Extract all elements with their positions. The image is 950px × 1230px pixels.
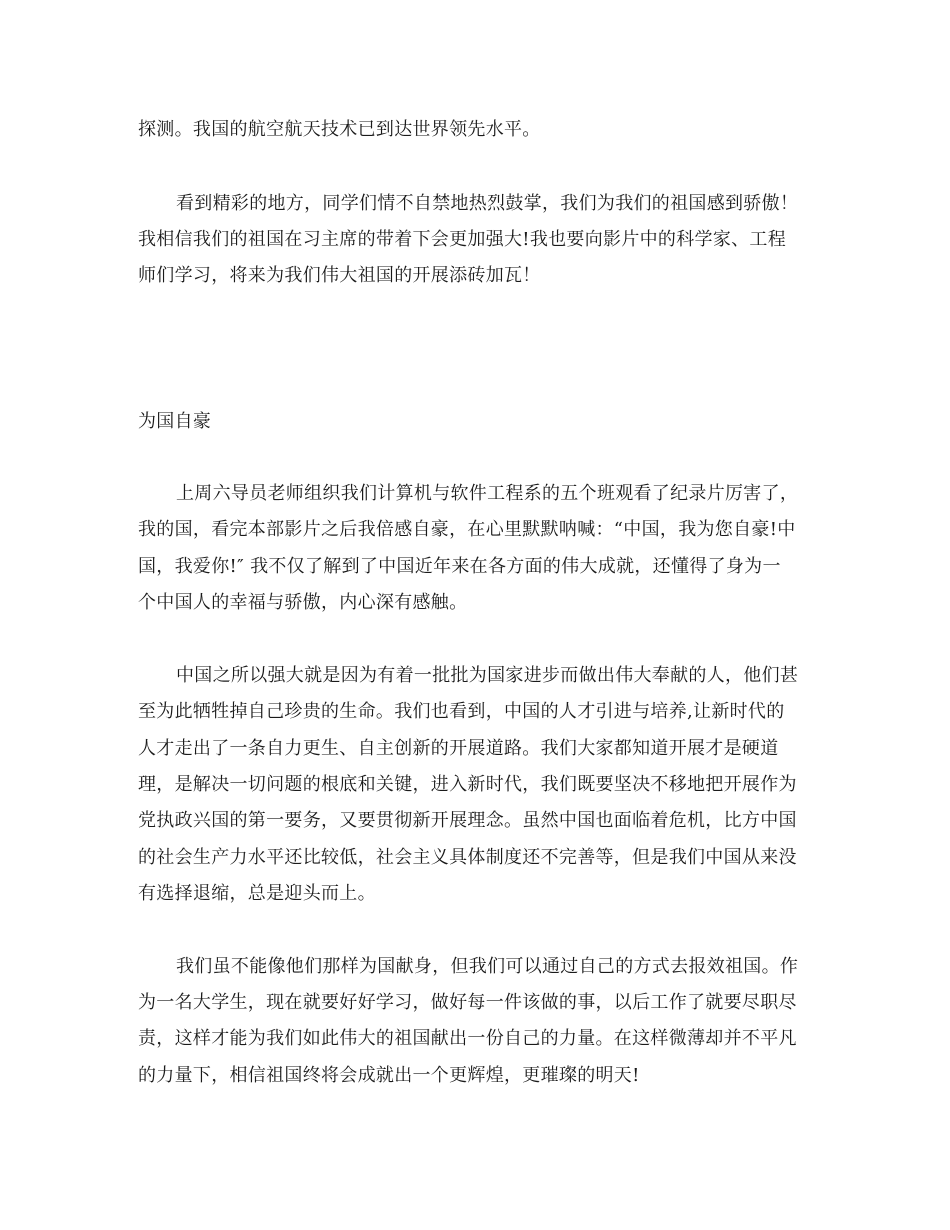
paragraph-line: 个中国人的幸福与骄傲，内心深有感触。: [138, 592, 468, 613]
paragraph-line: 看到精彩的地方，同学们情不自禁地热烈鼓掌，我们为我们的祖国感到骄傲！: [176, 193, 799, 214]
paragraph-line: 国，我爱你!″ 我不仅了解到了中国近年来在各方面的伟大成就，还懂得了身为一: [138, 556, 781, 577]
paragraph-line: 为一名大学生，现在就要好好学习，做好每一件该做的事，以后工作了就要尽职尽: [138, 992, 797, 1013]
paragraph-line: 理，是解决一切问题的根底和关键，进入新时代，我们既要坚决不移地把开展作为: [138, 774, 797, 795]
section-heading: 为国自豪: [138, 411, 212, 432]
paragraph-line: 我相信我们的祖国在习主席的带着下会更加强大!我也要向影片中的科学家、工程: [138, 229, 787, 250]
paragraph-line: 的社会生产力水平还比较低，社会主义具体制度还不完善等，但是我们中国从来没: [138, 847, 797, 868]
paragraph-line: 党执政兴国的第一要务，又要贯彻新开展理念。虽然中国也面临着危机，比方中国: [138, 810, 797, 831]
paragraph-line: 中国之所以强大就是因为有着一批批为国家进步而做出伟大奉献的人，他们甚: [176, 665, 799, 686]
paragraph-line: 至为此牺牲掉自己珍贵的生命。我们也看到，中国的人才引进与培养,让新时代的: [138, 701, 785, 722]
paragraph-line: 我们虽不能像他们那样为国献身，但我们可以通过自己的方式去报效祖国。作: [176, 956, 799, 977]
paragraph-line: 有选择退缩，总是迎头而上。: [138, 883, 376, 904]
paragraph-line: 责，这样才能为我们如此伟大的祖国献出一份自己的力量。在这样微薄却并不平凡: [138, 1028, 797, 1049]
paragraph-line: 上周六导员老师组织我们计算机与软件工程系的五个班观看了纪录片厉害了，: [176, 483, 799, 504]
paragraph-line: 人才走出了一条自力更生、自主创新的开展道路。我们大家都知道开展才是硬道: [138, 738, 779, 759]
paragraph-line: 师们学习，将来为我们伟大祖国的开展添砖加瓦！: [138, 265, 541, 286]
paragraph-line: 我的国，看完本部影片之后我倍感自豪，在心里默默呐喊：“中国，我为您自豪!中: [138, 519, 796, 540]
paragraph-line: 的力量下，相信祖国终将会成就出一个更辉煌，更璀璨的明天!: [138, 1065, 640, 1086]
paragraph-line: 探测。我国的航空航天技术已到达世界领先水平。: [138, 119, 541, 140]
